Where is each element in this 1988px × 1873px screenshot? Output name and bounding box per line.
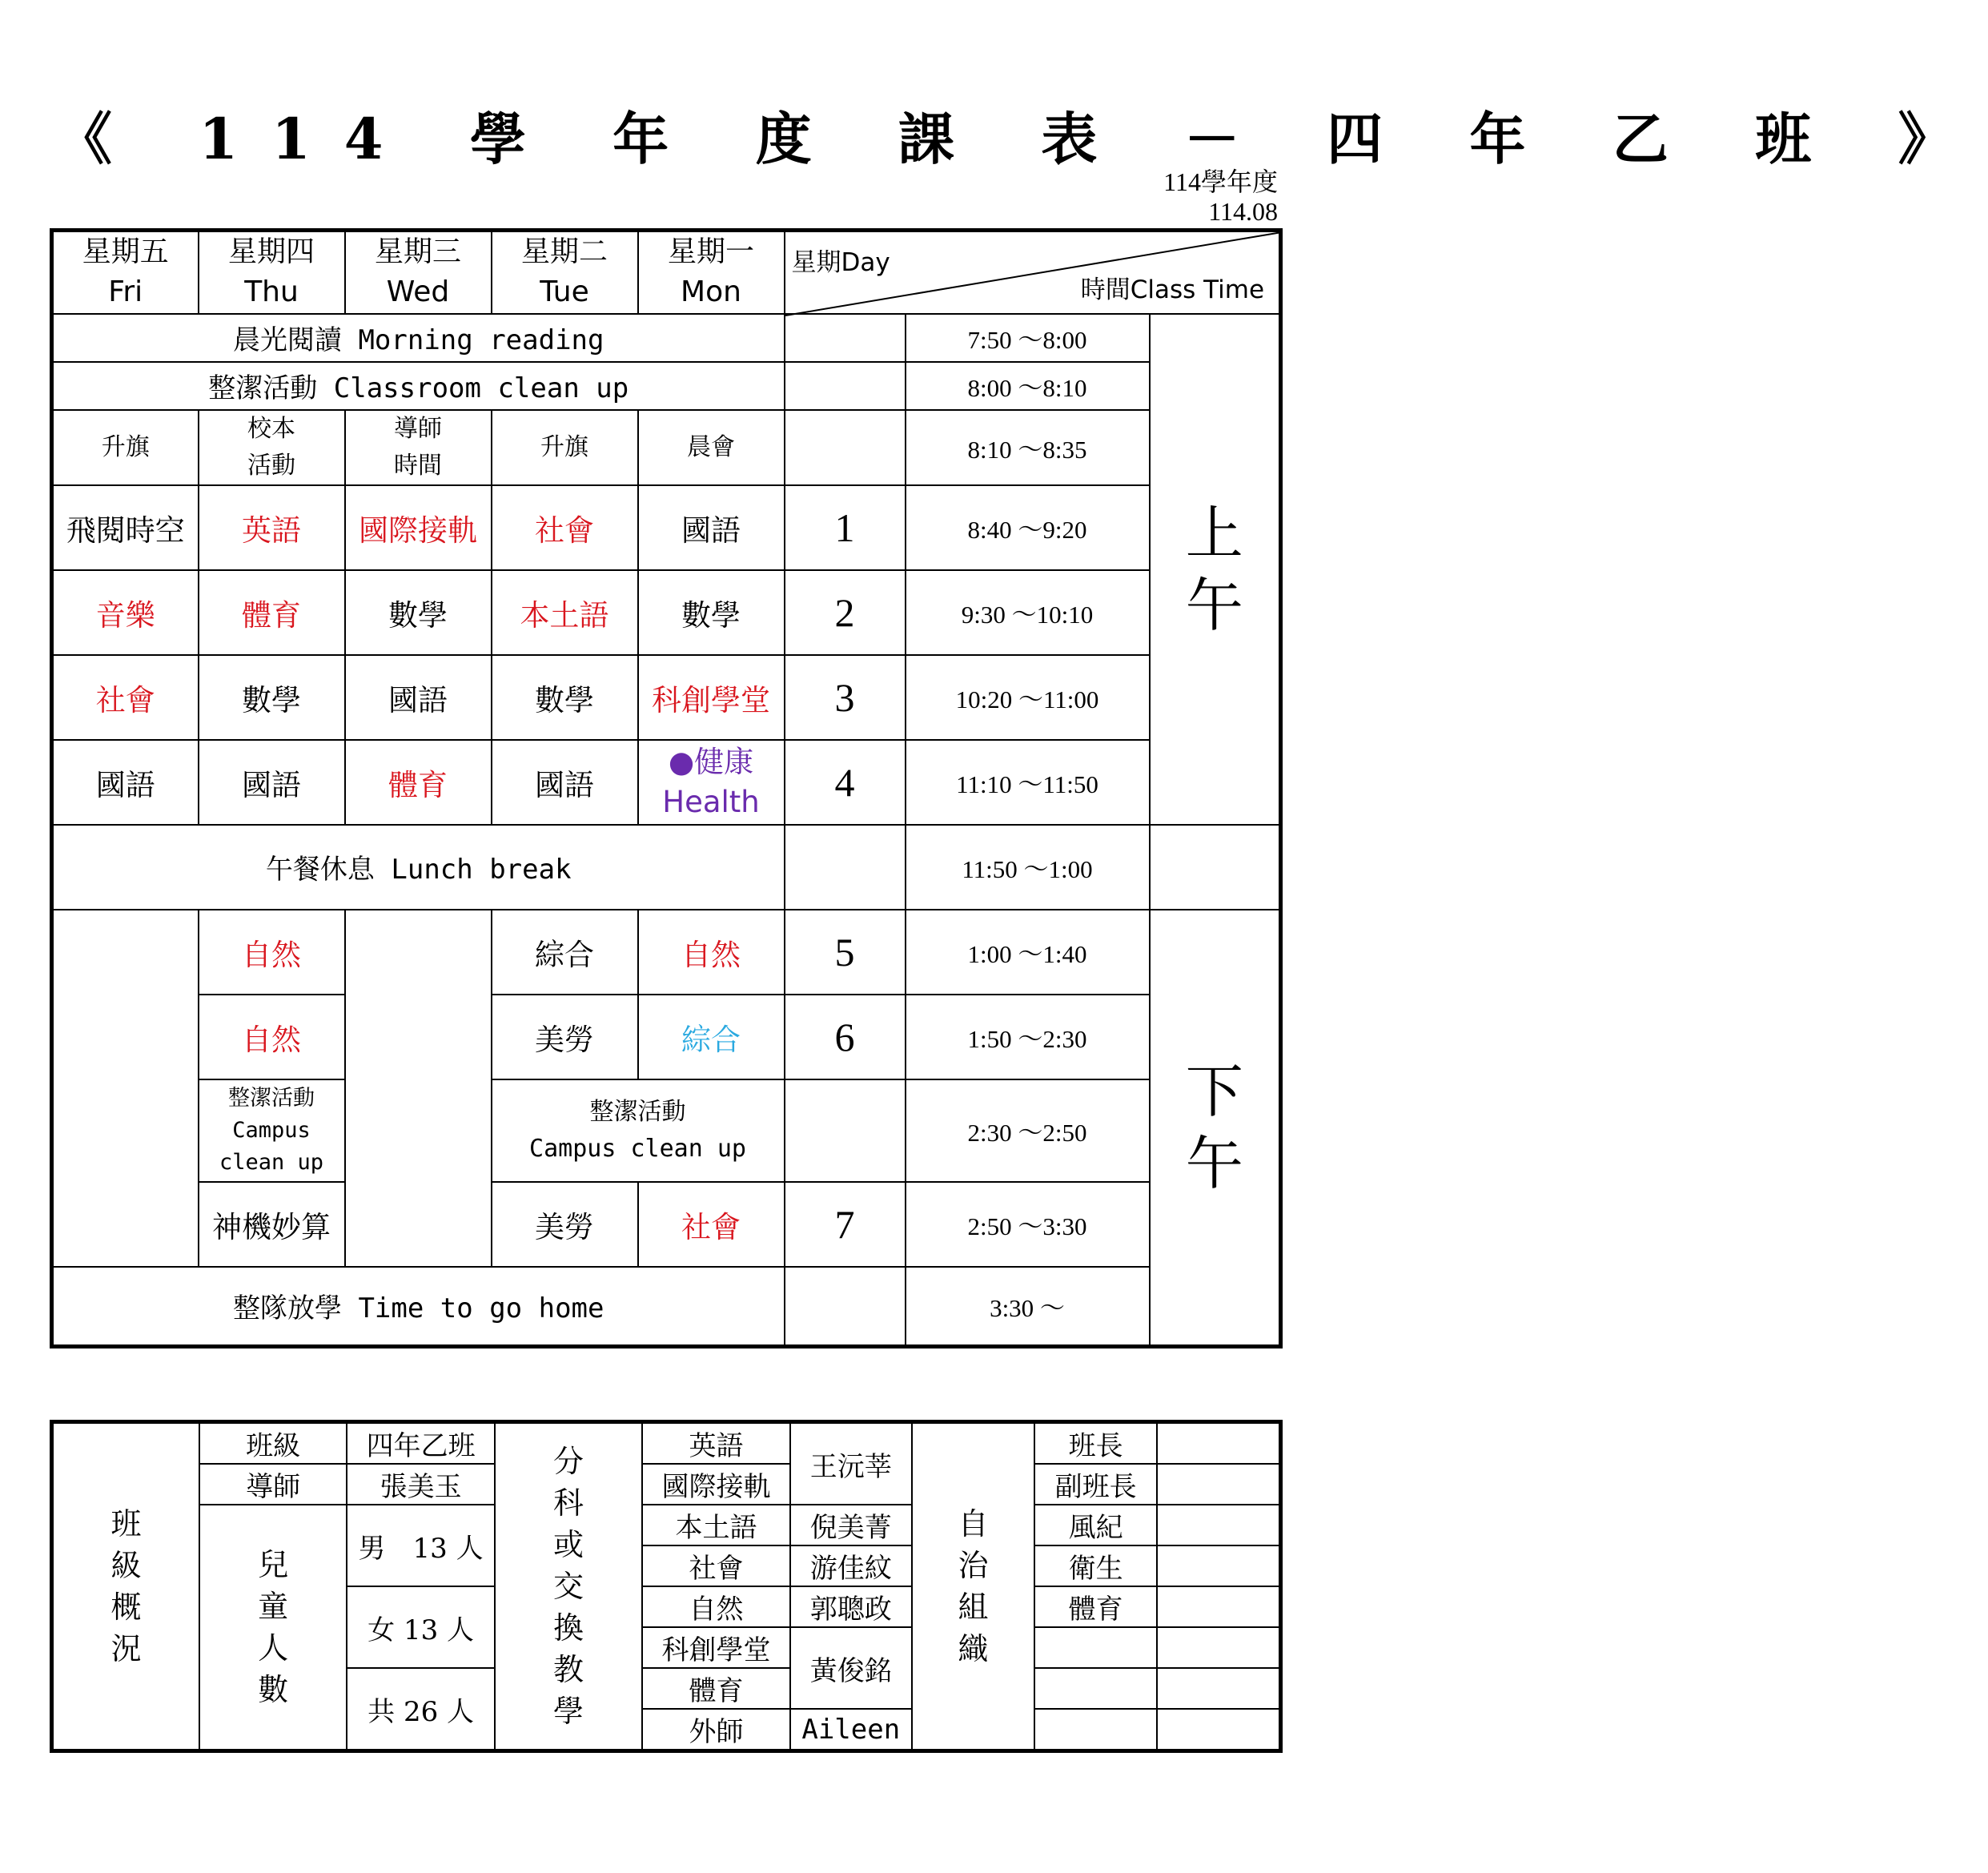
- officer-pe: 體育: [1034, 1586, 1157, 1627]
- p3-thu: 數學: [199, 655, 345, 740]
- p3-wed: 國語: [345, 655, 492, 740]
- p4-tue: 國語: [492, 740, 638, 825]
- p4-wed: 體育: [345, 740, 492, 825]
- p2-wed: 數學: [345, 570, 492, 655]
- teacher-ni: 倪美菁: [790, 1505, 912, 1545]
- day-header-thu: 星期四 Thu: [199, 231, 345, 314]
- am-label: 上 午: [1150, 314, 1281, 825]
- corner-time-label: 時間Class Time: [1080, 275, 1265, 304]
- p3-fri: 社會: [52, 655, 199, 740]
- p7-mon: 社會: [638, 1182, 785, 1267]
- officer-hygiene: 衛生: [1034, 1545, 1157, 1586]
- subject-teaching-label: 分 科 或 交 換 教 學: [495, 1422, 642, 1751]
- school-year-label: 114學年度: [1163, 167, 1278, 196]
- p1-thu: 英語: [199, 485, 345, 570]
- p7-tue: 美勞: [492, 1182, 638, 1267]
- subject-english: 英語: [642, 1422, 789, 1465]
- day-header-fri: 星期五 Fri: [52, 231, 199, 314]
- time-cell: 1:50 ～2:30: [906, 995, 1150, 1079]
- subject-innovation: 科創學堂: [642, 1627, 789, 1668]
- class-value: 四年乙班: [347, 1422, 494, 1465]
- blank-cell: [1150, 825, 1281, 910]
- p1-tue: 社會: [492, 485, 638, 570]
- officer-name-blank: [1157, 1668, 1280, 1709]
- p1-mon: 國語: [638, 485, 785, 570]
- period-empty: [785, 825, 906, 910]
- p4-thu: 國語: [199, 740, 345, 825]
- classroom-cleanup-row: 整潔活動 Classroom clean up: [52, 362, 785, 410]
- time-cell: 8:40 ～9:20: [906, 485, 1150, 570]
- p5-mon: 自然: [638, 910, 785, 995]
- subject-international: 國際接軌: [642, 1464, 789, 1505]
- p2-fri: 音樂: [52, 570, 199, 655]
- go-home-row: 整隊放學 Time to go home: [52, 1267, 785, 1347]
- day-header-wed: 星期三 Wed: [345, 231, 492, 314]
- children-count-label: 兒 童 人 數: [199, 1505, 347, 1751]
- officer-name-blank: [1157, 1545, 1280, 1586]
- page-title: 《 114 學 年 度 課 表 － 四 年 乙 班 》: [56, 106, 1988, 172]
- pm-clean-thu: 整潔活動 Campus clean up: [199, 1079, 345, 1182]
- health-dot-icon: ●: [668, 744, 695, 779]
- class-summary-table: [50, 1420, 1283, 1753]
- timetable: [50, 228, 1283, 1348]
- period-empty: [785, 362, 906, 410]
- officer-class-leader: 班長: [1034, 1422, 1157, 1465]
- subject-pe: 體育: [642, 1668, 789, 1709]
- pm-label: 下 午: [1150, 910, 1281, 1347]
- assembly-fri: 升旗: [52, 410, 199, 485]
- officer-discipline: 風紀: [1034, 1505, 1157, 1545]
- p4-fri: 國語: [52, 740, 199, 825]
- officer-name-blank: [1157, 1464, 1280, 1505]
- p6-thu: 自然: [199, 995, 345, 1079]
- time-cell: 8:00 ～8:10: [906, 362, 1150, 410]
- p2-thu: 體育: [199, 570, 345, 655]
- subject-foreign-teacher: 外師: [642, 1709, 789, 1751]
- period-number: 7: [785, 1182, 906, 1267]
- day-header-tue: 星期二 Tue: [492, 231, 638, 314]
- time-cell: 1:00 ～1:40: [906, 910, 1150, 995]
- officer-name-blank: [1157, 1422, 1280, 1465]
- p6-tue: 美勞: [492, 995, 638, 1079]
- teacher-value: 張美玉: [347, 1464, 494, 1505]
- time-cell: 7:50 ～8:00: [906, 314, 1150, 362]
- officer-name-blank: [1157, 1586, 1280, 1627]
- officer-blank: [1034, 1709, 1157, 1751]
- period-empty: [785, 314, 906, 362]
- teacher-you: 游佳紋: [790, 1545, 912, 1586]
- period-empty: [785, 1267, 906, 1347]
- teacher-huang: 黃俊銘: [790, 1627, 912, 1709]
- subject-social: 社會: [642, 1545, 789, 1586]
- period-number: 1: [785, 485, 906, 570]
- period-number: 3: [785, 655, 906, 740]
- p6-mon: 綜合: [638, 995, 785, 1079]
- period-number: 6: [785, 995, 906, 1079]
- p3-tue: 數學: [492, 655, 638, 740]
- teacher-wang: 王沅莘: [790, 1422, 912, 1505]
- p5-thu: 自然: [199, 910, 345, 995]
- p1-fri: 飛閱時空: [52, 485, 199, 570]
- time-cell: 11:50 ～1:00: [906, 825, 1150, 910]
- assembly-mon: 晨會: [638, 410, 785, 485]
- class-label: 班級: [199, 1422, 347, 1465]
- assembly-wed: 導師 時間: [345, 410, 492, 485]
- period-empty: [785, 1079, 906, 1182]
- subject-native-language: 本土語: [642, 1505, 789, 1545]
- time-cell: 2:50 ～3:30: [906, 1182, 1150, 1267]
- corner-header: [785, 231, 1281, 314]
- assembly-tue: 升旗: [492, 410, 638, 485]
- total-count: 共 26 人: [347, 1668, 494, 1751]
- teacher-label: 導師: [199, 1464, 347, 1505]
- officer-name-blank: [1157, 1709, 1280, 1751]
- class-overview-label: 班 級 概 況: [52, 1422, 199, 1751]
- wed-afternoon-empty: [345, 910, 492, 1267]
- period-number: 4: [785, 740, 906, 825]
- assembly-thu: 校本 活動: [199, 410, 345, 485]
- p2-tue: 本土語: [492, 570, 638, 655]
- p5-tue: 綜合: [492, 910, 638, 995]
- boys-count: 男 13 人: [347, 1505, 494, 1586]
- day-header-mon: 星期一 Mon: [638, 231, 785, 314]
- morning-reading-row: 晨光閱讀 Morning reading: [52, 314, 785, 362]
- period-number: 5: [785, 910, 906, 995]
- pm-clean-tue-mon: 整潔活動 Campus clean up: [492, 1079, 785, 1182]
- period-empty: [785, 410, 906, 485]
- officer-blank: [1034, 1627, 1157, 1668]
- officer-blank: [1034, 1668, 1157, 1709]
- period-number: 2: [785, 570, 906, 655]
- time-cell: 10:20 ～11:00: [906, 655, 1150, 740]
- corner-day-label: 星期Day: [791, 248, 890, 277]
- teacher-aileen: Aileen: [790, 1709, 912, 1751]
- lunch-row: 午餐休息 Lunch break: [52, 825, 785, 910]
- time-cell: 11:10 ～11:50: [906, 740, 1150, 825]
- p3-mon: 科創學堂: [638, 655, 785, 740]
- p7-thu: 神機妙算: [199, 1182, 345, 1267]
- time-cell: 2:30 ～2:50: [906, 1079, 1150, 1182]
- time-cell: 3:30 ～: [906, 1267, 1150, 1347]
- teacher-guo: 郭聰政: [790, 1586, 912, 1627]
- officer-vice-leader: 副班長: [1034, 1464, 1157, 1505]
- p1-wed: 國際接軌: [345, 485, 492, 570]
- p4-mon: ●健康 Health: [638, 740, 785, 825]
- time-cell: 8:10 ～8:35: [906, 410, 1150, 485]
- time-cell: 9:30 ～10:10: [906, 570, 1150, 655]
- girls-count: 女 13 人: [347, 1586, 494, 1668]
- officer-name-blank: [1157, 1627, 1280, 1668]
- self-government-label: 自 治 組 織: [912, 1422, 1034, 1751]
- fri-afternoon-empty: [52, 910, 199, 1267]
- version-date: 114.08: [1208, 197, 1278, 226]
- p2-mon: 數學: [638, 570, 785, 655]
- subject-science: 自然: [642, 1586, 789, 1627]
- officer-name-blank: [1157, 1505, 1280, 1545]
